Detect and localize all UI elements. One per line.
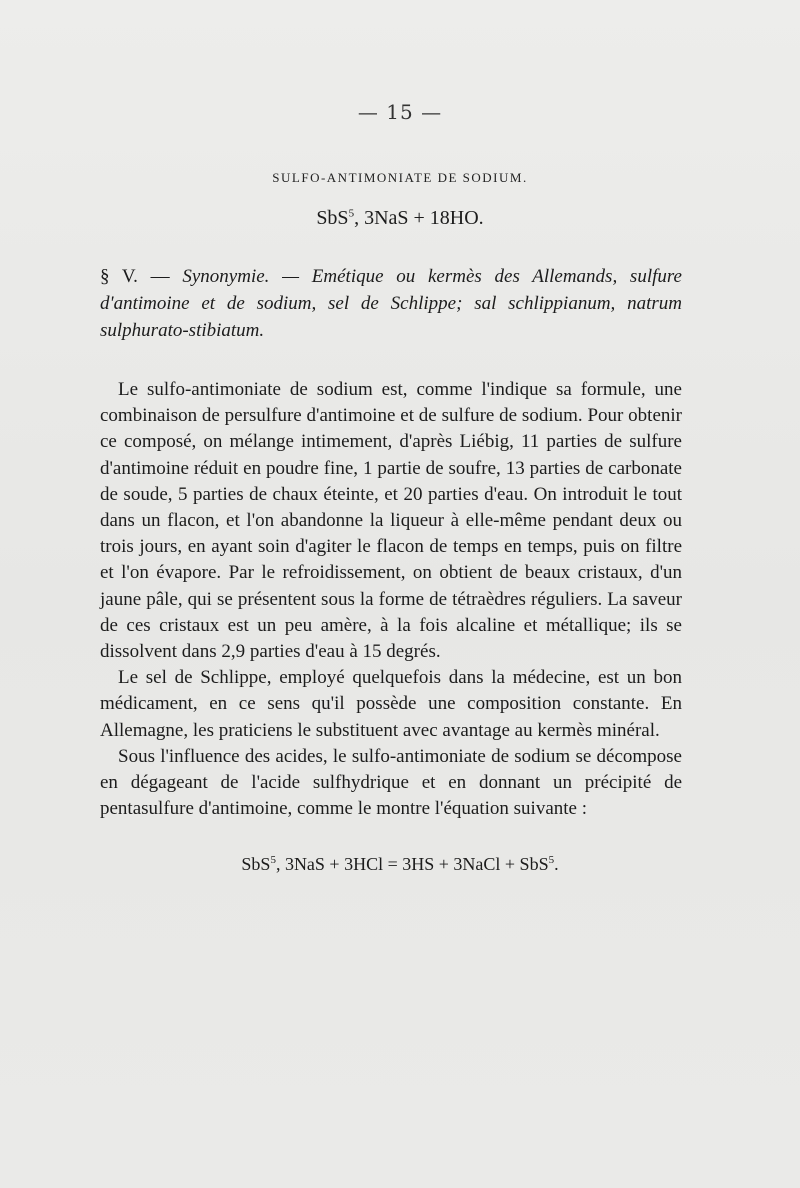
synonymy-text: Synonymie. — Emétique ou kermès des Allemands, sulfure d'antimoine et de sodium, sel de Schlippe; sal schlippianum, natrum sulphurato-stibiatum. [100,266,682,341]
section-marker: § V. — [100,266,183,287]
paragraph: Sous l'influence des acides, le sulfo-antimoniate de sodium se décompose en dégageant de l'acide sulfhydrique et en donnant un précipité de pentasulfure d'antimoine, comme le montre l'équation suivante : [100,745,682,820]
chemical-equation [0,854,800,875]
chemical-formula [0,207,800,230]
formula-part: , 3NaS + 18HO. [354,207,484,229]
synonymy-paragraph [100,263,682,344]
paragraph: Le sel de Schlippe, employé quelquefois dans la médecine, est un bon médicament, en ce sens qu'il possède une composition constante. En Allemagne, les praticiens le substituent avec avantage au kermès minéral. [100,667,682,741]
equation-superscript: 5 [548,854,555,866]
equation-part: , 3NaS + 3HCl = 3HS + 3NaCl + SbS [275,854,549,874]
page-number: — 15 — [357,100,443,124]
formula-part: SbS [316,207,349,229]
equation-part: SbS [241,854,271,874]
body-text [100,377,682,822]
section-heading: SULFO-ANTIMONIATE DE SODIUM. [272,170,528,185]
equation-part: . [554,854,559,874]
paragraph: Le sulfo-antimoniate de sodium est, comme l'indique sa formule, une combinaison de persulfure d'antimoine et de sulfure de sodium. Pour obtenir ce composé, on mélange intimement, d'après Liébig, 11 parties de sulfure d'antimoine réduit en poudre fine, 1 partie de soufre, 13 parties de carbonate de soude, 5 parties de chaux éteinte, et 20 parties d'eau. On introduit le tout dans un flacon, et l'on abandonne la liqueur à elle-même pendant deux ou trois jours, en ayant soin d'agiter le flacon de temps en temps, puis on filtre et l'on évapore. Par le refroidissement, on obtient de beaux cristaux, d'un jaune pâle, qui se présentent sous la forme de tétraèdres réguliers. La saveur de ces cristaux est un peu amère, à la fois alcaline et métallique; ils se dissolvent dans 2,9 parties d'eau à 15 degrés. [100,379,682,663]
equation-superscript: 5 [270,854,276,866]
formula-superscript: 5 [348,207,355,220]
